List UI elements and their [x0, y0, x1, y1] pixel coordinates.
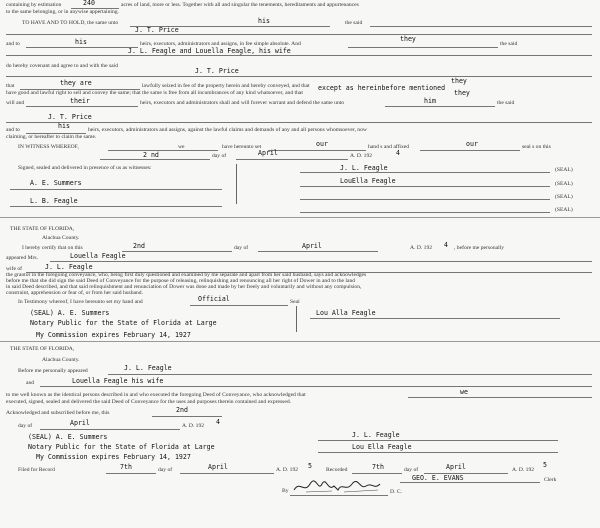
ack1-state: THE STATE OF FLORIDA, — [10, 226, 75, 232]
label-in-witness: IN WITNESS WHEREOF, — [18, 144, 79, 150]
ack2-signer-2: Lou Ella Feagle — [352, 443, 412, 451]
seal-label-4: (SEAL) — [555, 207, 573, 213]
ack2-name-2: Louella Feagle his wife — [72, 377, 164, 385]
ack1-day: 2nd — [133, 242, 145, 250]
ack1-wife-name: Louella Feagle — [70, 252, 126, 260]
label-good-right: have good and lawful right to sell and convey the same; that the same is free from all incumbrances of any kind whatsoever, and that — [6, 90, 303, 96]
ack2-county: Alachua County. — [42, 357, 80, 363]
ack2-before-appeared: Before me personally appeared — [18, 368, 88, 374]
ack2-month: April — [70, 419, 90, 427]
ack1-wife-of: wife of — [6, 266, 22, 272]
ack2-known-2: executed, signed, sealed and delivered the said Deed of Conveyance for the uses and purposes therein contained and expressed. — [6, 399, 292, 405]
record-day-of-label-2: day of — [404, 467, 419, 473]
label-ad: A. D. 192 — [350, 153, 373, 159]
ack1-official: Official — [198, 295, 230, 303]
pronoun-their: their — [70, 97, 90, 105]
record-ad-label: A. D. 192 — [276, 467, 299, 473]
label-that: that — [6, 83, 15, 89]
pronoun-his-4: his — [58, 122, 70, 130]
grantee-name: J. T. Price — [135, 26, 179, 34]
pronoun-they: they — [400, 35, 416, 43]
pronoun-they-are: they are — [60, 79, 92, 87]
ack2-day-of: day of — [18, 423, 33, 429]
ack1-certify: I hereby certify that on this — [22, 245, 83, 251]
record-filed-month: April — [208, 463, 228, 471]
label-and-to: and to — [6, 41, 20, 47]
label-seals-this: seal s on this — [522, 144, 551, 150]
our-1: our — [316, 140, 328, 148]
ack2-year: 4 — [216, 418, 220, 426]
witness-2: L. B. Feagle — [30, 197, 78, 205]
seal-label-2: (SEAL) — [555, 181, 573, 187]
ack1-commission: My Commission expires February 14, 1927 — [36, 331, 191, 339]
label-and-to-2: and to — [6, 127, 20, 133]
our-2: our — [466, 140, 478, 148]
ack2-day: 2nd — [176, 406, 188, 414]
record-ad-label-2: A. D. 192 — [512, 467, 535, 473]
grantee-name-2: J. T. Price — [195, 67, 239, 75]
ack2-we: we — [460, 388, 468, 396]
label-we: we — [178, 144, 185, 150]
record-recorded-label: Recorded — [326, 467, 348, 473]
record-filed-year: 5 — [308, 462, 312, 470]
label-heirs-assigns: heirs, executors, administrators and assigns, in fee simple absolute. And — [140, 41, 301, 47]
acres-value: 240 — [83, 0, 95, 7]
ack2-notary-seal: (SEAL) A. E. Summers — [28, 433, 108, 441]
pronoun-him: him — [424, 97, 436, 105]
deputy-clerk-signature — [292, 478, 382, 496]
record-clerk-name: GEO. E. EVANS — [412, 474, 464, 482]
label-acres-of-land: acres of land, more or less. Together with all and singular the tenements, hereditaments and appurtenances — [121, 2, 359, 8]
ack2-commission: My Commission expires February 14, 1927 — [36, 453, 191, 461]
label-claiming: claiming, or hereafter to claim the same. — [6, 134, 97, 140]
ack1-body-4: constraint, apprehension or fear of, or from her said husband. — [6, 290, 144, 296]
label-lawfully-seized: lawfully seized in fee of the property herein and hereby conveyed, and that — [142, 83, 310, 89]
record-filed-label: Filed for Record — [18, 467, 55, 473]
record-rec-month: April — [446, 463, 466, 471]
pronoun-his: his — [75, 38, 87, 46]
ack2-ad: A. D. 192 — [182, 423, 205, 429]
record-clerk-label: Clerk — [544, 477, 557, 483]
ack2-name-1: J. L. Feagle — [124, 364, 172, 372]
label-signed-sealed: Signed, sealed and delivered in presence of us as witnesses: — [18, 165, 152, 171]
label-will-and: will and — [6, 100, 25, 106]
label-belonging: to the same belonging, or in anywise appertaining. — [6, 9, 119, 15]
witness-1: A. E. Summers — [30, 179, 82, 187]
label-to-have-and-hold: TO HAVE AND TO HOLD, the same unto — [22, 20, 119, 26]
seal-label-3: (SEAL) — [555, 194, 573, 200]
label-the-said: the said — [345, 20, 363, 26]
pronoun-they-2: they — [451, 77, 467, 85]
label-hands-affixed: hand s and affixed — [368, 144, 410, 150]
pronoun-they-3: they — [454, 89, 470, 97]
label-the-said-2: the said — [500, 41, 518, 47]
ack2-signer-1: J. L. Feagle — [352, 431, 400, 439]
grantor-names: J. L. Feagle and Louella Feagle, his wife — [128, 47, 291, 55]
ack1-husband-name: J. L. Feagle — [45, 263, 93, 271]
year-1: 4 — [396, 149, 400, 157]
label-covenant: do hereby covenant and agree to and with the said — [6, 63, 118, 69]
label-the-said-3: the said — [497, 100, 515, 106]
ack2-state: THE STATE OF FLORIDA, — [10, 346, 75, 352]
label-day-of: day of — [212, 153, 227, 159]
ack2-known-1: to me well known as the identical persons described in and who executed the foregoing Deed of Conveyance, who acknowledged that — [6, 392, 306, 398]
signer-1: J. L. Feagle — [340, 164, 388, 172]
day-1: 2 nd — [143, 151, 159, 159]
ack2-and: and — [26, 380, 35, 386]
ack1-signer: Lou Alla Feagle — [316, 309, 376, 317]
label-lawful-claims: heirs, executors, administrators and assigns, against the lawful claims and demands of any and all persons whomsoever, now — [88, 127, 367, 133]
month-1: April — [258, 149, 278, 157]
ack1-year: 4 — [444, 241, 448, 249]
ack1-ad: A. D. 192 — [410, 245, 433, 251]
ack1-body-3: in said Deed described, and that said relinquishment and renunciation of Dower was done and made by her freely and voluntarily and without any compulsion, — [6, 284, 362, 290]
ack1-testimony: In Testimony whereof, I have hereunto set my hand and — [18, 299, 143, 305]
ack2-acknowledged: Acknowledged and subscribed before me, this — [6, 410, 110, 416]
ack1-month: April — [302, 242, 322, 250]
grantee-pronoun: his — [258, 17, 270, 25]
ack1-body-1: the grantor in the foregoing conveyance, who, being first duly questioned and examined by me separate and apart from her said husband, says and acknowledges — [6, 272, 367, 278]
record-filed-day: 7th — [120, 463, 132, 471]
ack1-county: Alachua County. — [42, 235, 80, 241]
record-rec-day: 7th — [372, 463, 384, 471]
label-have-hereunto: have hereunto set — [222, 144, 262, 150]
ack1-seal-label: Seal — [290, 299, 300, 305]
ack1-before-me: , before me personally — [454, 245, 505, 251]
exception-text: except as hereinbefore mentioned — [318, 84, 446, 92]
seal-label-1: (SEAL) — [555, 167, 573, 173]
ack1-appeared: appeared Mrs. — [6, 255, 38, 261]
ack1-notary-seal: (SEAL) A. E. Summers — [30, 309, 110, 317]
ack1-body-2: before me that she did sign the said Deed of Conveyance for the purpose of releasing, relinquishing and renouncing all her right of Dower in and to the land — [6, 278, 356, 284]
ack2-notary-title: Notary Public for the State of Florida at Large — [28, 443, 215, 451]
label-containing: containing by estimation — [6, 2, 62, 8]
signer-2: LouElla Feagle — [340, 177, 396, 185]
label-heirs-defend: heirs, executors and administrators shall and will forever warrant and defend the same unto — [140, 100, 345, 106]
record-by-label: By — [282, 488, 289, 494]
ack1-notary-title: Notary Public for the State of Florida at Large — [30, 319, 217, 327]
record-rec-year: 5 — [543, 461, 547, 469]
record-day-of-label: day of — [158, 467, 173, 473]
grantee-name-3: J. T. Price — [48, 113, 92, 121]
ack1-day-of: day of — [234, 245, 249, 251]
record-dc-label: D. C. — [390, 489, 402, 495]
